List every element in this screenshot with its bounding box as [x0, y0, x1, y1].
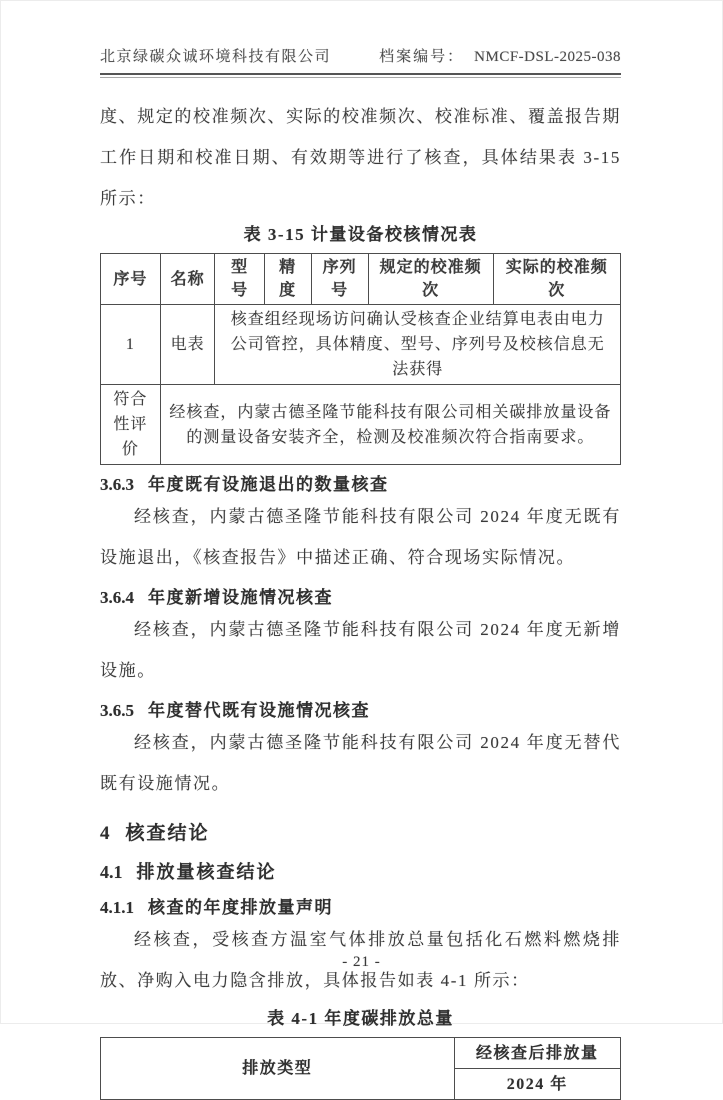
table-4-1-title: 表 4-1 年度碳排放总量	[267, 1009, 454, 1028]
device-note-cell: 核查组经现场访问确认受核查企业结算电表由电力公司管控，具体精度、型号、序列号及校核信息无法获得	[215, 305, 621, 385]
verified-emission-cell: 经核查后排放量	[454, 1038, 620, 1069]
section-title: 年度替代既有设施情况核查	[148, 701, 370, 720]
table-row	[101, 1038, 621, 1069]
file-number-label: 档案编号：	[379, 49, 465, 65]
header-company-name: 北京绿碳众诚环境科技有限公司	[100, 49, 332, 65]
table-3-15-title: 表 3-15 计量设备校核情况表	[243, 225, 478, 244]
section-number: 3.6.5	[100, 701, 134, 720]
paragraph-3-6-5: 经核查，内蒙古德圣隆节能科技有限公司 2024 年度无替代既有设施情况。	[100, 733, 621, 793]
paragraph-calibration-check: 度、规定的校准频次、实际的校准频次、校准标准、覆盖报告期工作日期和校准日期、有效期等进行了核查，具体结果表 3-15 所示：	[100, 107, 621, 208]
header-cell-serial: 序列号	[311, 254, 368, 305]
section-heading-3-6-5	[100, 699, 621, 722]
device-seq-cell: 1	[101, 305, 161, 385]
header-cell-actual-freq: 实际的校准频次	[493, 254, 620, 305]
year-cell: 2024 年	[454, 1069, 620, 1100]
section-title: 年度既有设施退出的数量核查	[148, 475, 389, 494]
section-title: 年度新增设施情况核查	[148, 588, 333, 607]
section-number: 4.1.1	[100, 898, 134, 917]
page-header	[100, 45, 621, 73]
paragraph-3-6-3: 经核查，内蒙古德圣隆节能科技有限公司 2024 年度无既有设施退出，《核查报告》中描述正确、符合现场实际情况。	[100, 507, 621, 567]
table-3-15	[100, 253, 621, 465]
header-cell-precision: 精度	[264, 254, 311, 305]
section-heading-3-6-3	[100, 473, 621, 496]
paragraph-3-6-4: 经核查，内蒙古德圣隆节能科技有限公司 2024 年度无新增设施。	[100, 620, 621, 680]
header-divider	[100, 73, 621, 78]
section-number: 3.6.3	[100, 475, 134, 494]
section-number: 3.6.4	[100, 588, 134, 607]
header-file-number	[379, 45, 621, 66]
paragraph-4-1-1: 经核查，受核查方温室气体排放总量包括化石燃料燃烧排放、净购入电力隐含排放，具体报告如表 4-1 所示：	[100, 930, 621, 990]
conformity-note-cell: 经核查，内蒙古德圣隆节能科技有限公司相关碳排放量设备的测量设备安装齐全，检测及校准频次符合指南要求。	[160, 385, 620, 465]
section-title: 核查的年度排放量声明	[148, 898, 333, 917]
header-cell-seq: 序号	[101, 254, 161, 305]
section-heading-4	[100, 820, 621, 847]
section-number: 4	[100, 823, 110, 844]
header-cell-model: 型号	[215, 254, 264, 305]
section-heading-4-1	[100, 860, 621, 885]
section-heading-3-6-4	[100, 586, 621, 609]
conformity-label-cell: 符合性评价	[101, 385, 161, 465]
section-title: 排放量核查结论	[136, 862, 277, 882]
page-number: - 21 -	[342, 954, 381, 970]
table-row-conformity	[101, 385, 621, 465]
table-row-device	[101, 305, 621, 385]
table-4-1	[100, 1037, 621, 1100]
emission-type-cell: 排放类型	[101, 1038, 455, 1100]
section-heading-4-1-1	[100, 896, 621, 919]
file-number-value: NMCF-DSL-2025-038	[474, 49, 621, 65]
table-row-header	[101, 254, 621, 305]
device-name-cell: 电表	[160, 305, 215, 385]
header-cell-name: 名称	[160, 254, 215, 305]
section-title: 核查结论	[125, 823, 210, 844]
section-number: 4.1	[100, 862, 123, 882]
header-cell-required-freq: 规定的校准频次	[368, 254, 493, 305]
